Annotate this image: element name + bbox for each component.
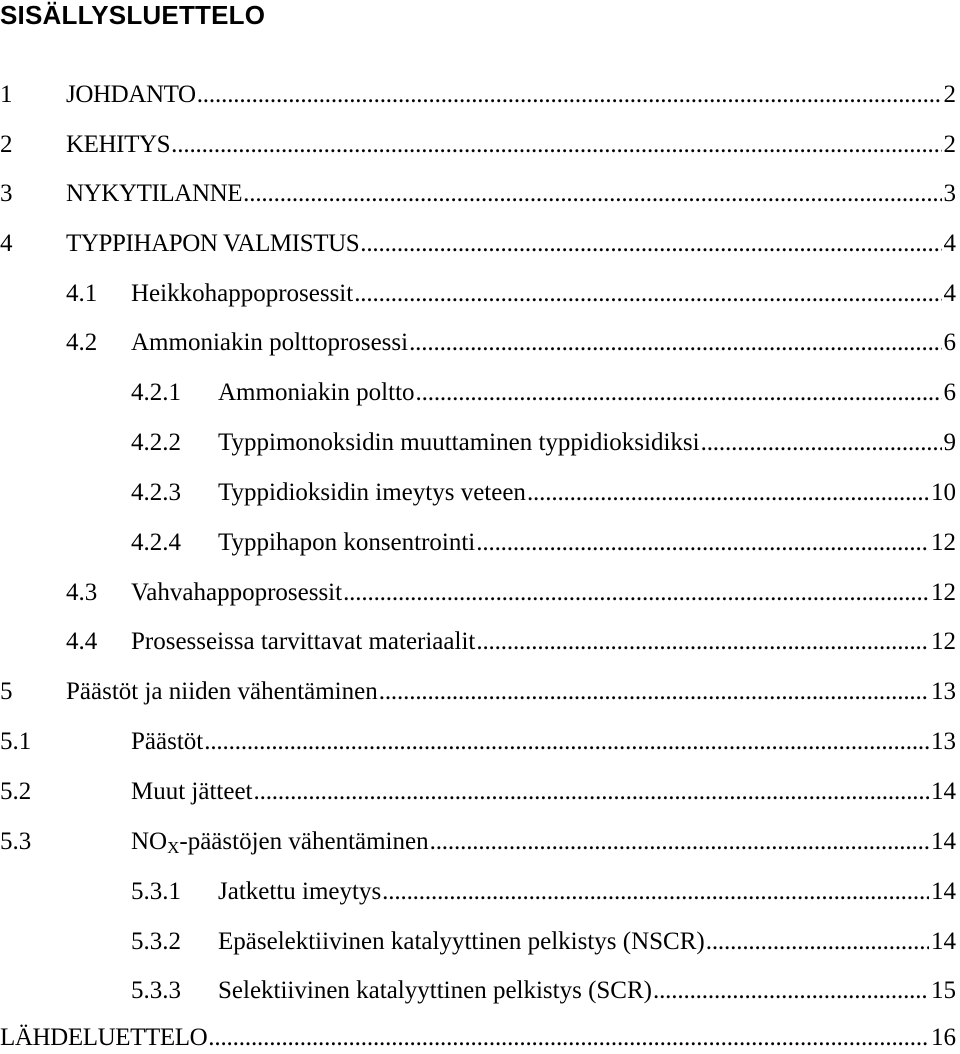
toc-dot-leader xyxy=(360,228,941,260)
toc-entry-title: Selektiivinen katalyyttinen pelkistys (SCR) xyxy=(218,977,652,1004)
toc-entry-page: 16 xyxy=(931,1024,956,1051)
toc-entry[interactable] xyxy=(0,826,960,858)
toc-entry-title: Päästöt ja niiden vähentäminen xyxy=(66,678,378,705)
toc-dot-leader xyxy=(243,178,941,210)
toc-entry-number: 5.2 xyxy=(0,778,32,805)
toc-dot-leader xyxy=(354,278,941,310)
toc-entry[interactable] xyxy=(0,278,960,310)
toc-entry-number: 4.1 xyxy=(66,280,98,307)
toc-entry-title-rest: -päästöjen vähentäminen xyxy=(179,828,429,855)
toc-entry-number: 1 xyxy=(0,81,13,108)
toc-entry-page: 14 xyxy=(931,828,956,855)
toc-entry-title-subscript: X xyxy=(167,838,180,857)
toc-entry-page: 4 xyxy=(943,230,956,257)
toc-entry[interactable] xyxy=(0,327,960,359)
toc-entry-title: Ammoniakin polttoprosessi xyxy=(131,329,409,356)
toc-entry-title: Jatkettu imeytys xyxy=(218,878,382,905)
toc-entry-title: LÄHDELUETTELO xyxy=(0,1024,208,1051)
toc-entry[interactable] xyxy=(0,129,960,161)
toc-entry[interactable] xyxy=(0,1022,960,1054)
toc-heading: SISÄLLYSLUETTELO xyxy=(0,0,266,30)
toc-entry-title: JOHDANTO xyxy=(66,81,196,108)
toc-dot-leader xyxy=(204,726,929,758)
toc-entry-title: Vahvahappoprosessit xyxy=(131,579,343,606)
toc-dot-leader xyxy=(476,626,929,658)
toc-entry-number: 5.3.2 xyxy=(131,928,181,955)
toc-entry-number: 4.2.1 xyxy=(131,379,181,406)
toc-dot-leader xyxy=(208,1022,929,1054)
toc-dot-leader xyxy=(197,79,942,111)
toc-entry[interactable] xyxy=(0,726,960,758)
toc-entry-page: 4 xyxy=(943,280,956,307)
toc-entry[interactable] xyxy=(0,975,960,1007)
toc-entry[interactable] xyxy=(0,577,960,609)
toc-entry-page: 13 xyxy=(931,728,956,755)
toc-entry[interactable] xyxy=(0,377,960,409)
toc-entry[interactable] xyxy=(0,676,960,708)
toc-dot-leader xyxy=(653,975,929,1007)
toc-entry[interactable] xyxy=(0,477,960,509)
toc-entry-title xyxy=(131,826,429,858)
toc-entry-page: 10 xyxy=(931,479,956,506)
toc-entry-title: Päästöt xyxy=(131,728,204,755)
toc-entry-number: 2 xyxy=(0,131,13,158)
toc-entry-page: 14 xyxy=(931,878,956,905)
toc-entry-number: 5.1 xyxy=(0,728,32,755)
toc-entry-page: 2 xyxy=(943,131,956,158)
toc-entry-title: Ammoniakin poltto xyxy=(218,379,415,406)
toc-entry-number: 4 xyxy=(0,230,13,257)
toc-dot-leader xyxy=(171,129,941,161)
toc-dot-leader xyxy=(701,427,942,459)
toc-entry-title: Typpidioksidin imeytys veteen xyxy=(218,479,526,506)
toc-entry-number: 4.4 xyxy=(66,628,98,655)
toc-dot-leader xyxy=(343,577,929,609)
toc-entry-page: 3 xyxy=(943,180,956,207)
toc-entry-title: Epäselektiivinen katalyyttinen pelkistys (NSCR) xyxy=(218,928,705,955)
toc-entry-title: Typpihapon konsentrointi xyxy=(218,529,476,556)
toc-entry-title: KEHITYS xyxy=(66,131,171,158)
toc-entry-number: 4.3 xyxy=(66,579,98,606)
toc-dot-leader xyxy=(416,377,942,409)
toc-entry-number: 4.2 xyxy=(66,329,98,356)
toc-entry[interactable] xyxy=(0,926,960,958)
toc-entry-title: Heikkohappoprosessit xyxy=(131,280,354,307)
toc-entry-number: 5.3 xyxy=(0,828,32,855)
toc-entry-number: 4.2.3 xyxy=(131,479,181,506)
toc-entry-number: 5.3.1 xyxy=(131,878,181,905)
toc-entry-page: 6 xyxy=(943,379,956,406)
toc-dot-leader xyxy=(527,477,929,509)
toc-entry-number: 3 xyxy=(0,180,13,207)
toc-entry-page: 14 xyxy=(931,928,956,955)
toc-entry[interactable] xyxy=(0,626,960,658)
toc-entry-number: 4.2.4 xyxy=(131,529,181,556)
toc-entry-number: 5.3.3 xyxy=(131,977,181,1004)
toc-dot-leader xyxy=(254,776,930,808)
toc-entry[interactable] xyxy=(0,876,960,908)
toc-dot-leader xyxy=(476,527,929,559)
toc-entry[interactable] xyxy=(0,79,960,111)
toc-entry-page: 12 xyxy=(931,628,956,655)
toc-entry-page: 6 xyxy=(943,329,956,356)
toc-entry-page: 9 xyxy=(943,429,956,456)
toc-entry-number: 4.2.2 xyxy=(131,429,181,456)
toc-entry-title: Typpimonoksidin muuttaminen typpidioksidiksi xyxy=(218,429,700,456)
toc-entry[interactable] xyxy=(0,527,960,559)
toc-dot-leader xyxy=(706,926,929,958)
toc-dot-leader xyxy=(430,826,929,858)
toc-entry[interactable] xyxy=(0,178,960,210)
toc-entry[interactable] xyxy=(0,427,960,459)
toc-entry-title-main: NO xyxy=(131,828,168,855)
toc-entry-title: Prosesseissa tarvittavat materiaalit xyxy=(131,628,476,655)
toc-entry[interactable] xyxy=(0,228,960,260)
toc-entry-page: 12 xyxy=(931,529,956,556)
toc-entry-title: Muut jätteet xyxy=(131,778,253,805)
toc-entry-page: 13 xyxy=(931,678,956,705)
toc-entry-page: 15 xyxy=(931,977,956,1004)
toc-dot-leader xyxy=(382,876,929,908)
toc-entry-title: NYKYTILANNE xyxy=(66,180,243,207)
toc-entry-title: TYPPIHAPON VALMISTUS xyxy=(66,230,360,257)
toc-entry[interactable] xyxy=(0,776,960,808)
toc-entry-number: 5 xyxy=(0,678,13,705)
toc-dot-leader xyxy=(379,676,929,708)
toc-entry-page: 2 xyxy=(943,81,956,108)
toc-entry-page: 12 xyxy=(931,579,956,606)
toc-dot-leader xyxy=(409,327,941,359)
toc-entry-page: 14 xyxy=(931,778,956,805)
